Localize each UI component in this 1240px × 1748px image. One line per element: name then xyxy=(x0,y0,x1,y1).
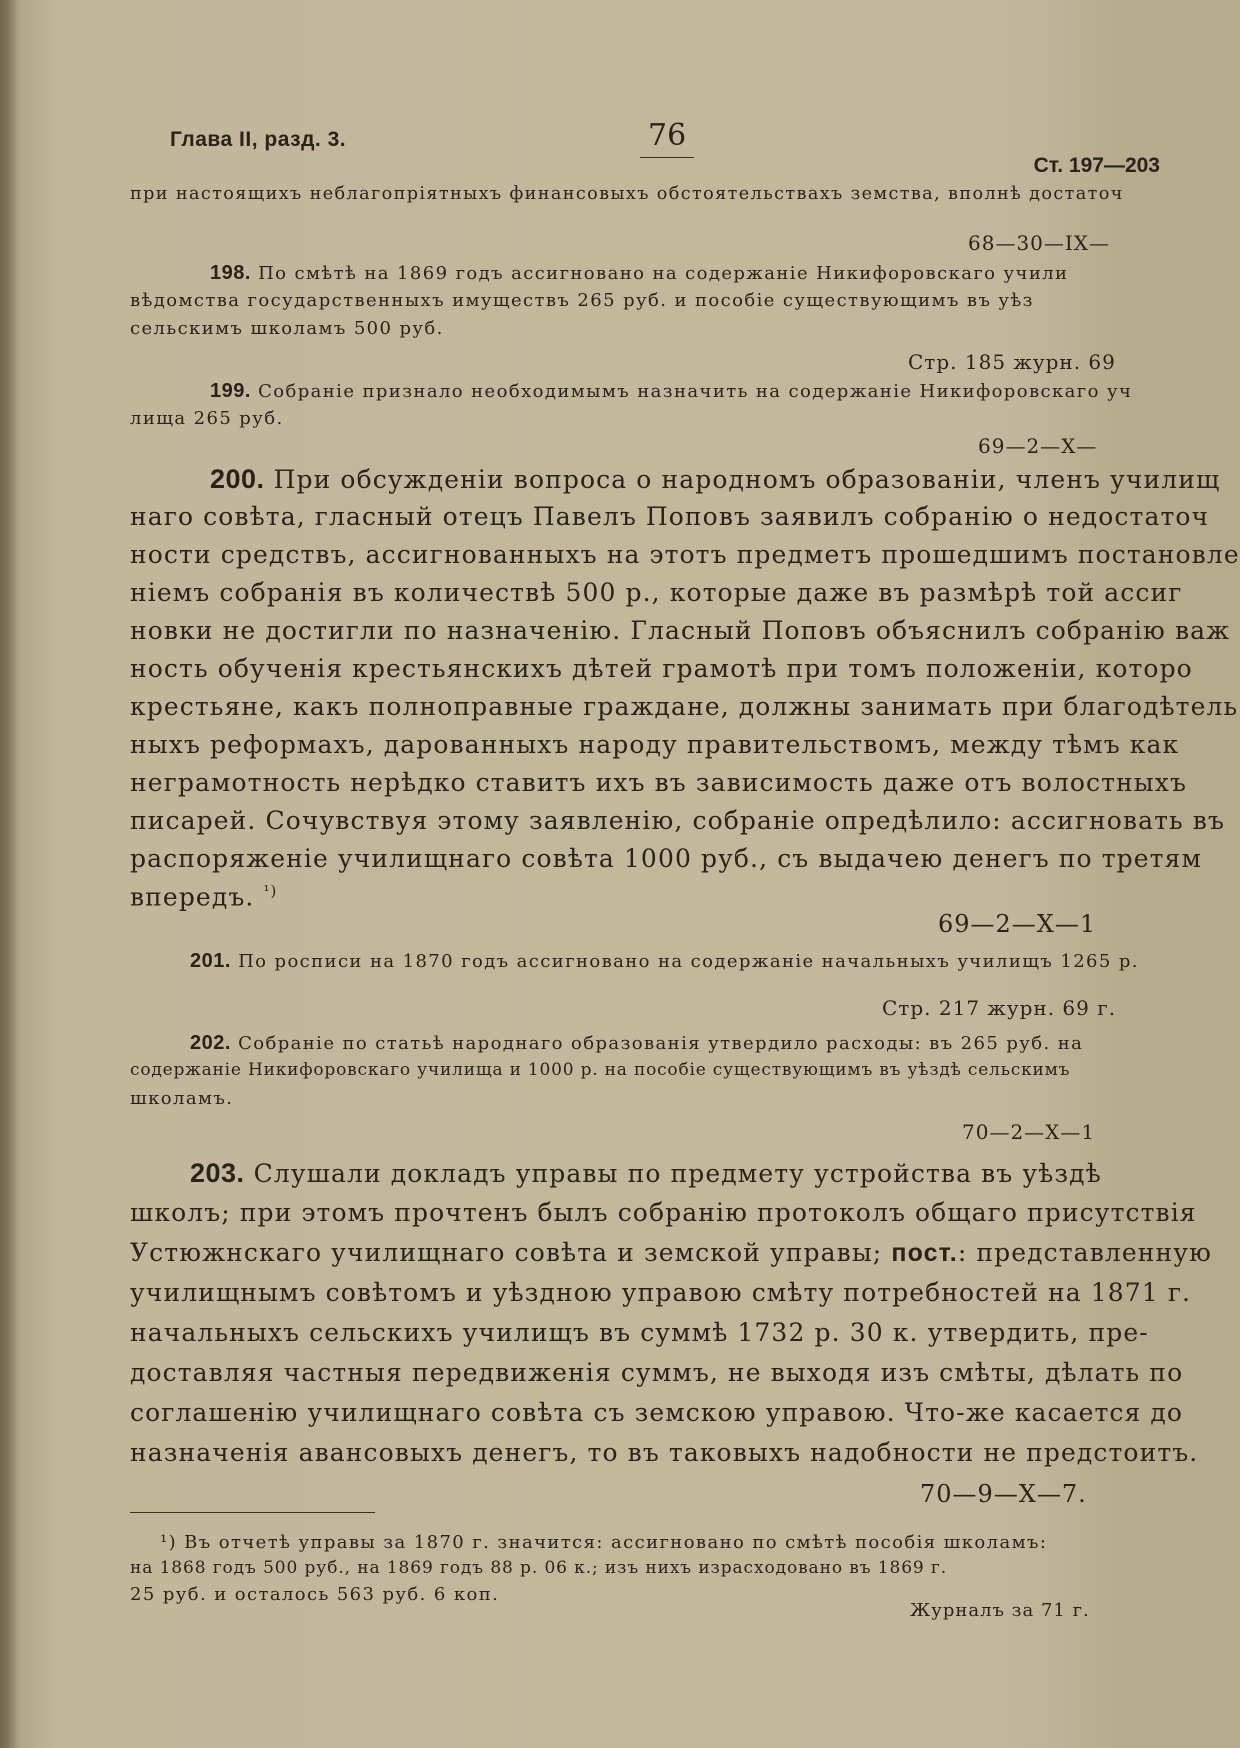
p200-line-11: распоряженіе училищнаго совѣта 1000 руб., съ выдачею денегъ по третям xyxy=(130,844,1202,873)
p198-text-1: По смѣтѣ на 1869 годъ ассигновано на содержаніе Никифоровскаго учили xyxy=(258,263,1069,284)
p203-line-3 xyxy=(130,1238,1212,1268)
p201-text-1: По росписи на 1870 годъ ассигновано на содержаніе начальныхъ училищъ 1265 р. xyxy=(238,951,1139,972)
intro-line: при настоящихъ неблагопріятныхъ финансовыхъ обстоятельствахъ земства, вполнѣ достаточ xyxy=(130,183,1124,204)
p203-line-2: школъ; при этомъ прочтенъ былъ собранію протоколъ общаго присутствія xyxy=(130,1198,1197,1227)
p202-number: 202. xyxy=(190,1032,231,1054)
p202-line-3: школамъ. xyxy=(130,1088,234,1109)
p200-ref: 69—2—X—1 xyxy=(938,910,1097,938)
p203-resolution-word: пост. xyxy=(891,1239,958,1267)
p203-line-6: доставляя частныя передвиженія суммъ, не выходя изъ смѣты, дѣлать по xyxy=(130,1358,1184,1387)
p200-line-5: новки не достигли по назначенію. Гласный Поповъ объяснилъ собранію важ xyxy=(130,616,1231,645)
p200-line-12 xyxy=(130,882,1130,911)
p198-line-3: сельскимъ школамъ 500 руб. xyxy=(130,318,444,339)
p199-ref: 69—2—X— xyxy=(978,434,1098,458)
p199-line-2: лища 265 руб. xyxy=(130,408,284,429)
p200-line-7: крестьяне, какъ полноправные граждане, должны занимать при благодѣтель xyxy=(130,692,1239,721)
p203-line-5: начальныхъ сельскихъ училищъ въ суммѣ 1732 р. 30 к. утвердить, пре- xyxy=(130,1318,1149,1347)
footnote-text-1: Въ отчетѣ управы за 1870 г. значится: ассигновано по смѣтѣ пособія школамъ: xyxy=(184,1532,1048,1553)
footnote-line-1 xyxy=(160,1532,1160,1553)
p203-text-3a: Устюжнскаго училищнаго совѣта и земской управы; xyxy=(130,1238,883,1267)
p200-line-8: ныхъ реформахъ, дарованныхъ народу правительствомъ, между тѣмъ как xyxy=(130,730,1180,759)
p201-line-1 xyxy=(190,950,1190,973)
p200-number: 200. xyxy=(210,464,265,494)
footnote-ref: Журналъ за 71 г. xyxy=(910,1600,1090,1621)
binding-shadow xyxy=(0,0,18,1748)
p200-line-9: неграмотность нерѣдко ставитъ ихъ въ зависимость даже отъ волостныхъ xyxy=(130,768,1188,797)
p203-number: 203. xyxy=(190,1158,245,1188)
footnote-line-2: на 1868 годъ 500 руб., на 1869 годъ 88 р. 06 к.; изъ нихъ израсходовано въ 1869 г. xyxy=(130,1558,948,1578)
p201-ref: Стр. 217 журн. 69 г. xyxy=(882,996,1117,1020)
p199-line-1 xyxy=(210,380,1210,403)
p203-text-3b: : представленную xyxy=(957,1238,1212,1267)
p203-text-1: Слушали докладъ управы по предмету устройства въ уѣздѣ xyxy=(253,1159,1102,1188)
p199-number: 199. xyxy=(210,380,251,402)
intro-ref: 68—30—IX— xyxy=(968,231,1111,255)
p200-text-1: При обсужденіи вопроса о народномъ образованіи, членъ училищ xyxy=(273,465,1221,494)
articles-range: Ст. 197—203 xyxy=(1033,154,1160,177)
p203-line-4: училищнымъ совѣтомъ и уѣздною управою смѣту потребностей на 1871 г. xyxy=(130,1278,1192,1307)
footnote-reference: ¹) xyxy=(263,882,278,900)
p198-line-1 xyxy=(210,262,1210,285)
p202-ref: 70—2—X—1 xyxy=(962,1120,1096,1144)
p203-line-7: соглашенію училищнаго совѣта съ земскою управою. Что-же касается до xyxy=(130,1398,1184,1427)
p199-text-1: Собраніе признало необходимымъ назначить на содержаніе Никифоровскаго уч xyxy=(258,381,1133,402)
p200-line-2: наго совѣта, гласный отецъ Павелъ Поповъ заявилъ собранію о недостаточ xyxy=(130,502,1210,531)
p198-ref: Стр. 185 журн. 69 xyxy=(908,350,1116,374)
footnote-mark: ¹) xyxy=(160,1532,178,1553)
p202-line-1 xyxy=(190,1032,1190,1055)
p200-text-12: впередъ. xyxy=(130,882,255,912)
footnote-rule xyxy=(130,1512,375,1513)
p202-line-2: содержаніе Никифоровскаго училища и 1000 р. на пособіе существующимъ въ уѣздѣ сельскимъ xyxy=(130,1060,1071,1080)
p200-line-1 xyxy=(210,464,1221,495)
p200-line-10: писарей. Сочувствуя этому заявленію, собраніе опредѣлило: ассигновать въ xyxy=(130,806,1225,835)
p202-text-1: Собраніе по статьѣ народнаго образованія утвердило расходы: въ 265 руб. на xyxy=(238,1033,1084,1054)
running-header xyxy=(170,118,1160,178)
p201-number: 201. xyxy=(190,950,231,972)
p203-line-8: назначенія авансовыхъ денегъ, то въ таковыхъ надобности не предстоитъ. xyxy=(130,1438,1199,1467)
p200-line-4: ніемъ собранія въ количествѣ 500 р., которые даже въ размѣрѣ той ассиг xyxy=(130,578,1183,607)
p203-ref: 70—9—X—7. xyxy=(920,1480,1087,1508)
chapter-label: Глава II, разд. 3. xyxy=(170,128,347,151)
p198-number: 198. xyxy=(210,262,251,284)
footnote-line-3: 25 руб. и осталось 563 руб. 6 коп. xyxy=(130,1584,500,1605)
p200-line-6: ность обученія крестьянскихъ дѣтей грамотѣ при томъ положеніи, которо xyxy=(130,654,1193,683)
p198-line-2: вѣдомства государственныхъ имуществъ 265 руб. и пособіе существующимъ въ уѣз xyxy=(130,290,1034,311)
p203-line-1 xyxy=(190,1158,1190,1189)
page-number: 76 xyxy=(640,118,694,158)
p200-line-3: ности средствъ, ассигнованныхъ на этотъ предметъ прошедшимъ постановле xyxy=(130,540,1240,569)
